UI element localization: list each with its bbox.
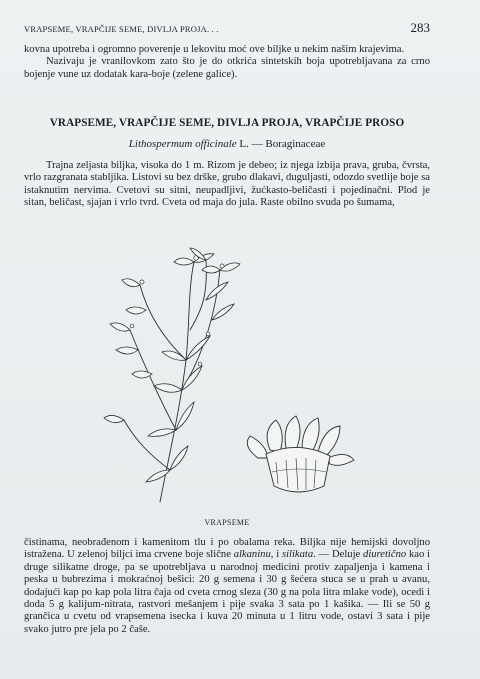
latin-author-family: L. — Boraginaceae: [236, 138, 326, 150]
term-alkaninu: alkaninu: [233, 549, 271, 561]
continuation-part-2: , i: [270, 549, 282, 561]
figure-caption: VRAPSEME: [204, 518, 250, 527]
article-title: VRAPSEME, VRAPČIJE SEME, DIVLJA PROJA, VRAPČIJE PROSO: [49, 117, 405, 129]
botanical-name: [24, 138, 430, 150]
intro-text: [24, 44, 430, 81]
latin-name: Lithospermum officinale: [128, 138, 237, 150]
plant-drawing: [90, 240, 380, 510]
continuation-part-1: čistinama, neobrađenom i kamenitom tlu i po obalama reka. Biljka nije hemijski dovoljno istražena. U zelenoj biljci ima crvene boje slične: [24, 537, 430, 561]
continuation-paragraph: [24, 537, 430, 636]
description-paragraph: Trajna zeljasta biljka, visoka do 1 m. Rizom je debeo; iz njega izbija prava, gruba, čvrsta, vrlo razgranata stabljika. Listovi su bez drške, grubo dlakavi, duguljasti, odozdo svetlije boje sa istaknutim nervima. Cvetovi su sitni, neupadljivi, žućkasto-beličasti i pojedinačni. Plod je sitan, beličast, sjajan i vrlo tvrd. Cveta od maja do jula. Raste obilno svuda po šumama,: [24, 160, 430, 209]
intro-paragraph-1: kovna upotreba i ogromno poverenje u lekovitu moć ove biljke u nekim našim krajevima.: [24, 44, 405, 55]
continuation-part-3: . — Deluje: [313, 549, 364, 561]
page-number: 283: [410, 20, 430, 35]
continuation-text: [24, 537, 430, 636]
continuation-part-4: kao i druge silikatne droge, pa se upotrebljava u narodnoj medicini protiv zapaljenja i kamena i peska u bubrezima i mokraćnoj bešici: 20 g semena i 30 g šećera stuca se u prah u avanu, dodajući kap po kap pola litra čaja od cveta crnog sleza (30 g na pola litra mlake vode), ocedi i doda 5 g kalijum-nitrata, rastvori mešanjem i pije svaka 3 sata po 1 kašika. — Ili se 50 g grančica u cvetu od vrapsemena isecka i kuva 20 minuta u 1 litru vode, ostavi 3 sata i pije svako jutro pre jela po 2 čaše.: [24, 549, 430, 635]
description-text: [24, 160, 430, 210]
term-silikata: silikata: [281, 549, 314, 561]
intro-paragraph-2: Nazivaju je vranilovkom zato što je do otkrića sintetskih boja upotrebljavana za crno bojenje vune uz dodatak kara-boje (zelene galice).: [24, 56, 430, 80]
running-header: VRAPSEME, VRAPČIJE SEME, DIVLJA PROJA. . .: [24, 24, 219, 34]
plant-illustration: [90, 240, 380, 510]
term-diureticno: diuretično: [363, 549, 407, 561]
